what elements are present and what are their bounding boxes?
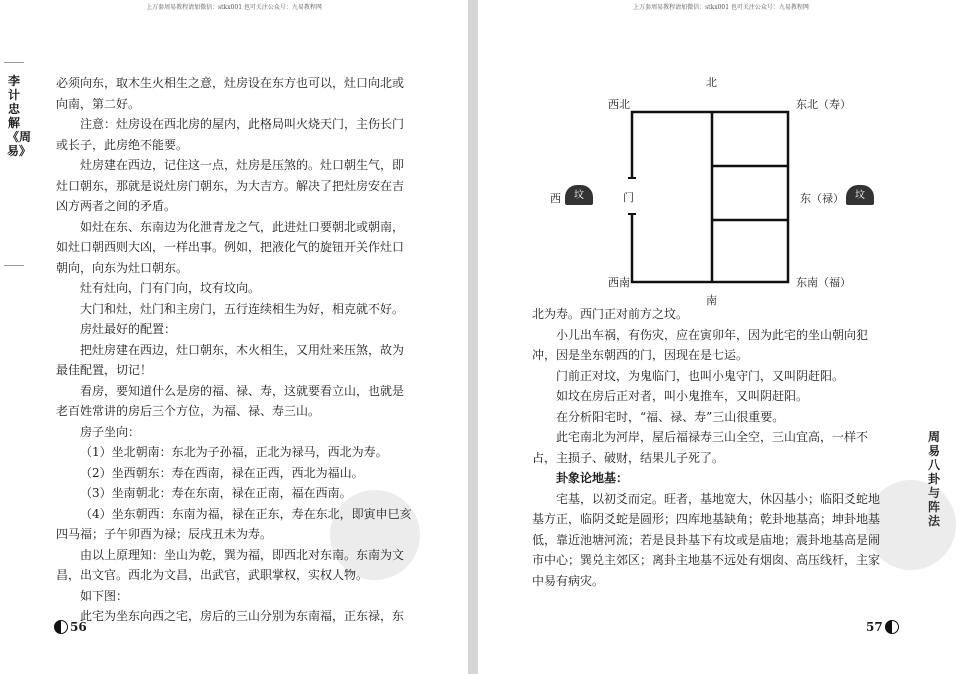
text-line: 看房，要知道什么是房的福、禄、寿，这就要看立山，也就是 [80, 383, 405, 398]
southeast-label: 东南（福） [796, 276, 851, 289]
text-line: 房子坐向： [80, 424, 141, 439]
text-line: 北为寿。西门正对前方之坟。 [532, 307, 689, 321]
text-line: 低，靠近池塘河流；若是艮卦基下有坟或是庙地；震卦地基高是闹 [532, 532, 881, 547]
text-line: 此宅南北为河岸，屋后福禄寿三山全空，三山宜高，一样不 [556, 430, 869, 444]
left-body-text [56, 73, 412, 627]
right-body-text [532, 304, 880, 591]
text-line: 如坟在房后正对者，叫小鬼推车，又叫阴赶阳。 [556, 389, 809, 403]
grave-marker-west: 坟 [565, 185, 593, 205]
text-line: 在分析阳宅时，“福、禄、寿”三山很重要。 [556, 409, 785, 424]
text-line: 把灶房建在西边，灶口朝东，木火相生，又用灶来压煞，故为 [80, 342, 405, 357]
text-line: 灶口朝东，那就是说灶房门朝东，为大吉方。解决了把灶房安在吉 [56, 178, 405, 193]
text-line: 宅基，以初爻而定。旺者，基地宽大，休囚基小；临阳爻蛇地 [556, 491, 881, 506]
page-number-label: 57 [866, 620, 883, 634]
text-line: 四马福；子午卯酉为禄；辰戌丑未为寿。 [56, 527, 273, 541]
text-line: 如下图： [80, 588, 129, 603]
text-line: （1）坐北朝南：东北为子孙福，正北为禄马，西北为寿。 [80, 445, 388, 459]
house-floorplan [478, 0, 964, 310]
northwest-label: 西北 [608, 98, 630, 111]
east-label: 东（禄） [800, 192, 844, 205]
header-watermark: 上万套周易教程请加微信：stkx001 也可关注公众号：九易教程网 [146, 4, 322, 11]
text-line: 基方正，临阴爻蛇是圆形；四库地基缺角；乾卦地基高；坤卦地基 [532, 512, 881, 526]
text-line: 小儿出车祸，有伤灾，应在寅卯年，因为此宅的坐山朝向犯 [556, 327, 869, 342]
text-line: 卦象论地基： [556, 471, 629, 485]
text-line: 大门和灶，灶门和主房门，五行连续相生为好，相克就不好。 [80, 301, 405, 316]
door-label: 门 [623, 191, 634, 204]
page-number-label: 56 [70, 620, 87, 634]
text-line: 朝向，向东为灶口朝东。 [56, 260, 189, 275]
text-line: 如灶口朝西则大凶，一样出事。例如，把液化气的旋钮开关作灶口 [56, 240, 405, 254]
yinyang-icon [54, 620, 68, 634]
southwest-label: 西南 [608, 276, 630, 289]
grave-marker-east: 坟 [846, 185, 874, 205]
text-line: （3）坐南朝北：寿在东南，禄在正南，福在西南。 [80, 486, 352, 500]
right-page-number [866, 620, 899, 634]
text-line: 昌，出文官。西北为文昌，出武官，武职掌权，实权人物。 [56, 568, 369, 582]
text-line: 如灶在东、东南边为化泄青龙之气，此进灶口要朝北或朝南， [80, 219, 405, 234]
text-line: 占，主损子、破财，结果儿子死了。 [532, 450, 725, 465]
text-line: 灶房建在西边，记住这一点，灶房是压煞的。灶口朝生气，即 [80, 158, 405, 172]
header-watermark: 上万套周易教程请加微信：stkx001 也可关注公众号：九易教程网 [633, 4, 809, 11]
text-line: 灶有灶向，门有门向，坟有坟向。 [80, 281, 261, 295]
text-line: 由以上原理知：坐山为乾，巽为福，即西北对东南。东南为文 [80, 547, 405, 562]
left-side-title: 李计忠解《周易》 [7, 74, 32, 158]
northeast-label: 东北（寿） [796, 98, 851, 111]
margin-mark [4, 265, 24, 266]
left-page-number [54, 620, 87, 634]
text-line: （2）坐西朝东：寿在西南，禄在正西，西北为福山。 [80, 465, 364, 480]
north-label: 北 [706, 76, 717, 89]
text-line: 必须向东，取木生火相生之意，灶房设在东方也可以，灶口向北或 [56, 76, 405, 90]
west-label: 西 [550, 192, 561, 205]
left-page [0, 0, 468, 674]
right-page [478, 0, 964, 674]
south-label: 南 [706, 294, 717, 307]
text-line: 凶方两者之间的矛盾。 [56, 199, 177, 213]
text-line: 或长子，此房绝不能要。 [56, 137, 189, 152]
text-line: 市中心；巽兑主郊区；离卦主地基不远处有烟囱、高压线杆，主家 [532, 553, 881, 567]
yinyang-icon [885, 620, 899, 634]
text-line: 注意：灶房设在西北房的屋内，此格局叫火烧天门，主伤长门 [80, 117, 405, 131]
text-line: 此宅为坐东向西之宅，房后的三山分别为东南福，正东禄，东 [80, 609, 405, 623]
text-line: 门前正对坟，为鬼临门，也叫小鬼守门，又叫阴赶阳。 [556, 368, 845, 383]
margin-mark [4, 62, 24, 63]
book-gutter [468, 0, 478, 674]
text-line: 冲，因是坐东朝西的门，因现在是七运。 [532, 348, 749, 362]
text-line: 老百姓常讲的房后三个方位，为福、禄、寿三山。 [56, 404, 321, 418]
text-line: 向南，第二好。 [56, 96, 141, 111]
text-line: 中易有病灾。 [532, 573, 605, 588]
text-line: 最佳配置，切记！ [56, 363, 153, 377]
text-line: 房灶最好的配置： [80, 322, 177, 336]
right-side-title: 周易八卦与阵法 [927, 430, 940, 528]
text-line: （4）坐东朝西：东南为福，禄在正东，寿在东北，即寅申巳亥 [80, 506, 412, 521]
